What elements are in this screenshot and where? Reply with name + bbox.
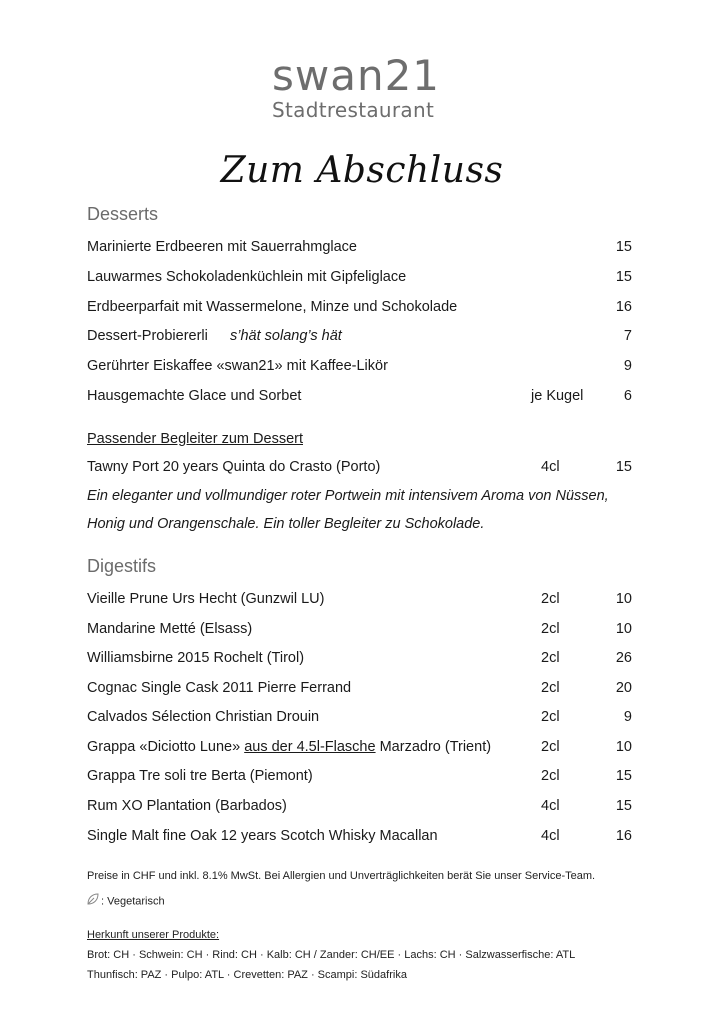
item-name: Lauwarmes Schokoladenküchlein xyxy=(87,269,304,285)
menu-item xyxy=(87,236,632,258)
item-price: 6 xyxy=(623,388,632,404)
item-price: 15 xyxy=(615,459,632,475)
item-price: 10 xyxy=(615,591,632,607)
menu-item xyxy=(87,355,632,377)
item-desc: mit Kaffee-Likör xyxy=(282,358,388,374)
item-desc: mit Gipfeliglace xyxy=(303,269,407,285)
menu-item xyxy=(87,325,632,347)
item-name: Hausgemachte Glace und Sorbet xyxy=(87,388,302,404)
item-volume: 2cl xyxy=(541,739,560,755)
origin-heading: Herkunft unserer Produkte: xyxy=(87,929,220,941)
menu-item xyxy=(87,765,632,787)
item-name: Rum XO Plantation (Barbados) xyxy=(87,798,287,814)
item-name: Single Malt fine Oak 12 years Scotch Whisky Macallan xyxy=(87,828,438,844)
item-volume: 4cl xyxy=(541,828,560,844)
menu-item xyxy=(87,706,632,728)
item-name: Grappa Tre soli tre Berta (Piemont) xyxy=(87,768,313,784)
item-price: 9 xyxy=(623,709,632,725)
item-price: 16 xyxy=(615,828,632,844)
menu-title: Zum Abschluss xyxy=(220,150,504,191)
item-volume: 2cl xyxy=(541,680,560,696)
item-name: Cognac Single Cask 2011 Pierre Ferrand xyxy=(87,680,352,696)
menu-item xyxy=(87,266,632,288)
vegetarian-label: : Vegetarisch xyxy=(101,895,165,908)
item-name: Mandarine Metté (Elsass) xyxy=(87,621,253,637)
item-volume: 2cl xyxy=(541,591,560,607)
vegetarian-legend xyxy=(87,893,647,910)
logo-subtitle: Stadtrestaurant xyxy=(272,98,435,122)
item-price: 15 xyxy=(615,269,632,285)
item-price: 26 xyxy=(615,650,632,666)
leaf-icon xyxy=(87,893,99,910)
item-name: Vieille Prune Urs Hecht (Gunzwil LU) xyxy=(87,591,325,607)
companion-heading: Passender Begleiter zum Dessert xyxy=(87,431,303,447)
item-name: Tawny Port 20 years Quinta do Crasto (Porto) xyxy=(87,459,381,475)
item-producer: Marzadro (Trient) xyxy=(375,739,492,755)
item-price: 20 xyxy=(615,680,632,696)
restaurant-logo xyxy=(272,51,492,122)
origin-line-1: Brot: CH · Schwein: CH · Rind: CH · Kalb: CH / Zander: CH/EE · Lachs: CH · Salzwasserfische: ATL xyxy=(87,949,576,961)
origin-line-2: Thunfisch: PAZ · Pulpo: ATL · Crevetten: PAZ · Scampi: Südafrika xyxy=(87,969,407,981)
item-price: 9 xyxy=(623,358,632,374)
desserts-heading: Desserts xyxy=(87,204,159,224)
item-volume: 2cl xyxy=(541,768,560,784)
item-volume: 4cl xyxy=(541,798,560,814)
menu-item xyxy=(87,677,632,699)
menu-item xyxy=(87,736,632,758)
item-volume: 2cl xyxy=(541,621,560,637)
item-volume: 2cl xyxy=(541,709,560,725)
menu-item xyxy=(87,647,632,669)
menu-item xyxy=(87,618,632,640)
item-price: 7 xyxy=(623,328,632,344)
item-price: 16 xyxy=(615,299,632,315)
item-name: Williamsbirne 2015 Rochelt (Tirol) xyxy=(87,650,305,666)
item-name: Erdbeerparfait xyxy=(87,299,179,315)
item-note: s’hät solang’s hät xyxy=(230,328,342,344)
item-price: 15 xyxy=(615,768,632,784)
companion-item xyxy=(87,456,632,478)
menu-item xyxy=(87,825,632,847)
logo-wordmark: swan21 xyxy=(272,51,441,100)
item-bottle-size: aus der 4.5l-Flasche xyxy=(244,739,376,755)
menu-item xyxy=(87,296,632,318)
item-price: 10 xyxy=(615,621,632,637)
item-name: Dessert-Probiererli xyxy=(87,328,208,344)
item-desc: mit Sauerrahmglace xyxy=(223,239,357,255)
item-name: Gerührter Eiskaffee «swan21» xyxy=(87,358,283,374)
item-unit: je Kugel xyxy=(531,388,584,404)
item-name: Marinierte Erdbeeren xyxy=(87,239,224,255)
item-price: 10 xyxy=(615,739,632,755)
item-volume: 2cl xyxy=(541,650,560,666)
item-name: Grappa «Diciotto Lune» xyxy=(87,739,245,755)
menu-item xyxy=(87,795,632,817)
digestifs-heading: Digestifs xyxy=(87,556,157,576)
item-price: 15 xyxy=(615,798,632,814)
item-desc: mit Wassermelone, Minze und Schokolade xyxy=(178,299,458,315)
item-name: Calvados Sélection Christian Drouin xyxy=(87,709,320,725)
item-price: 15 xyxy=(615,239,632,255)
menu-item xyxy=(87,385,632,407)
menu-item xyxy=(87,588,632,610)
item-volume: 4cl xyxy=(541,459,560,475)
price-note: Preise in CHF und inkl. 8.1% MwSt. Bei Allergien und Unverträglichkeiten berät Sie unser Service-Team. xyxy=(87,870,596,882)
companion-description: Ein eleganter und vollmundiger roter Portwein mit intensivem Aroma von Nüssen, Honig und Orangenschale. Ein toller Begleiter zu Schokolade. xyxy=(87,488,609,532)
